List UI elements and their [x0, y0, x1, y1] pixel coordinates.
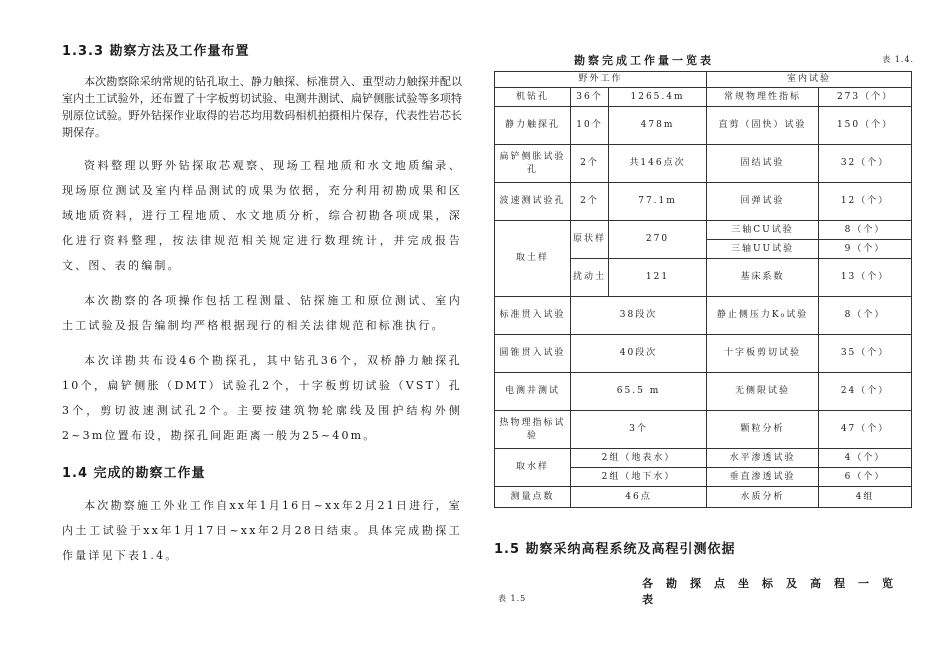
- table-row: [495, 145, 912, 183]
- cell-lab-test: 垂直渗透试验: [707, 468, 819, 487]
- table-row: [495, 183, 912, 221]
- cell-item: 测量点数: [495, 487, 571, 508]
- cell-amount: 1265.4m: [609, 88, 707, 107]
- header-lab-tests: 室内试验: [707, 72, 912, 88]
- section-1-4-title: 1.4 完成的勘察工作量: [62, 466, 206, 481]
- cell-item: 波速测试验孔: [495, 183, 571, 221]
- cell-item: 静力触探孔: [495, 107, 571, 145]
- cell-amount: 38段次: [571, 297, 707, 335]
- paragraph-methods: 本次勘察除采纳常规的钻孔取土、静力触探、标准贯入、重型动力触探并配以室内土工试验外，还布置了十字板剪切试验、电测井测试、扁铲侧胀试验等多项特别原位试验。野外钻探作业取得的岩芯均用数码相机拍摄相片保存，代表性岩芯长期保存。: [62, 75, 462, 139]
- cell-sample-type: 原状样: [571, 221, 609, 259]
- cell-item: 标准贯入试验: [495, 297, 571, 335]
- cell-item: 热物理指标试验: [495, 411, 571, 449]
- cell-item: 取土样: [495, 221, 571, 297]
- table-1-4-number: 表 1.4.: [882, 55, 914, 64]
- cell-lab-count: 32（个）: [819, 145, 912, 183]
- paragraph-boreholes: 本次详勘共布设46个勘探孔，其中钻孔36个，双桥静力触探孔10个，扁铲侧胀（DMT）试验孔2个，十字板剪切试验（VST）孔3个，剪切波速测试孔2个。主要按建筑物轮廓线及围护结构外侧2~3m位置布设，勘探孔间距距离一般为25~40m。: [62, 354, 462, 442]
- table-row: [495, 449, 912, 468]
- cell-item: 机钻孔: [495, 88, 571, 107]
- cell-lab-count: 24（个）: [819, 373, 912, 411]
- cell-lab-test: 无侧限试验: [707, 373, 819, 411]
- cell-lab-count: 13（个）: [819, 259, 912, 297]
- table-row: [495, 411, 912, 449]
- table-row: [495, 335, 912, 373]
- cell-lab-count: 12（个）: [819, 183, 912, 221]
- cell-amount: 121: [609, 259, 707, 297]
- workload-table: [494, 71, 912, 508]
- section-1-3-3-title: 1.3.3 勘察方法及工作量布置: [62, 44, 250, 59]
- cell-amount: 270: [609, 221, 707, 259]
- table-row: [495, 297, 912, 335]
- paragraph-schedule: 本次勘察施工外业工作自xx年1月16日~xx年2月21日进行，室内土工试验于xx年1月17日~xx年2月28日结束。具体完成勘探工作量详见下表1.4。: [62, 499, 462, 562]
- table-row: [495, 373, 912, 411]
- cell-amount: 77.1m: [609, 183, 707, 221]
- cell-lab-test: 水质分析: [707, 487, 819, 508]
- paragraph-data-processing: 资料整理以野外钻探取芯观察、现场工程地质和水文地质编录、现场原位测试及室内样品测试的成果为依据，充分利用初勘成果和区域地质资料，进行工程地质、水文地质分析，综合初勘各项成果，深化进行资料整理，按法律规范相关规定进行数理统计，并完成报告文、图、表的编制。: [62, 159, 462, 272]
- cell-amount: 共146点次: [609, 145, 707, 183]
- cell-lab-count: 273（个）: [819, 88, 912, 107]
- cell-count: 2个: [571, 145, 609, 183]
- cell-lab-count: 47（个）: [819, 411, 912, 449]
- cell-sample-type: 扰动土: [571, 259, 609, 297]
- cell-lab-count: 9（个）: [819, 240, 912, 259]
- paragraph-standards: 本次勘察的各项操作包括工程测量、钻探施工和原位测试、室内土工试验及报告编制均严格根据现行的相关法律规范和标准执行。: [62, 294, 462, 332]
- cell-lab-test: 静止侧压力K₀试验: [707, 297, 819, 335]
- cell-lab-test: 三轴CU试验: [707, 221, 819, 240]
- cell-item: 电测井测试: [495, 373, 571, 411]
- table-row: [495, 487, 912, 508]
- cell-item: 圆锥贯入试验: [495, 335, 571, 373]
- cell-lab-count: 150（个）: [819, 107, 912, 145]
- cell-lab-test: 十字板剪切试验: [707, 335, 819, 373]
- table-row: [495, 107, 912, 145]
- cell-lab-test: 水平渗透试验: [707, 449, 819, 468]
- cell-lab-test: 固结试验: [707, 145, 819, 183]
- cell-lab-test: 回弹试验: [707, 183, 819, 221]
- cell-lab-test: 基床系数: [707, 259, 819, 297]
- table-row: [495, 88, 912, 107]
- cell-lab-count: 8（个）: [819, 221, 912, 240]
- cell-lab-count: 4组: [819, 487, 912, 508]
- table-row: [495, 221, 912, 240]
- cell-amount: 478m: [609, 107, 707, 145]
- cell-amount: 3个: [571, 411, 707, 449]
- cell-count: 10个: [571, 107, 609, 145]
- cell-lab-test: 常规物理性指标: [707, 88, 819, 107]
- cell-amount: 46点: [571, 487, 707, 508]
- section-1-5-title: 1.5 勘察采纳高程系统及高程引测依据: [494, 542, 736, 557]
- cell-lab-test: 三轴UU试验: [707, 240, 819, 259]
- cell-lab-count: 8（个）: [819, 297, 912, 335]
- cell-lab-count: 6（个）: [819, 468, 912, 487]
- cell-count: 36个: [571, 88, 609, 107]
- cell-amount: 65.5 m: [571, 373, 707, 411]
- left-column: [62, 40, 462, 568]
- cell-count: 2个: [571, 183, 609, 221]
- header-field-work: 野外工作: [495, 72, 707, 88]
- cell-item: 取水样: [495, 449, 571, 487]
- cell-amount: 40段次: [571, 335, 707, 373]
- cell-lab-test: 颗粒分析: [707, 411, 819, 449]
- cell-lab-test: 直剪（固快）试验: [707, 107, 819, 145]
- table-header-row: [495, 72, 912, 88]
- table-1-5-number: 表 1.5: [498, 594, 527, 603]
- cell-lab-count: 35（个）: [819, 335, 912, 373]
- table-1-4-title: 勘察完成工作量一览表: [574, 54, 714, 67]
- cell-lab-count: 4（个）: [819, 449, 912, 468]
- cell-amount: 2组（地下水）: [571, 468, 707, 487]
- table-1-5-title: 各勘探点坐标及高程一览表: [642, 577, 906, 606]
- cell-amount: 2组（地表水）: [571, 449, 707, 468]
- cell-item: 扁铲侧胀试验孔: [495, 145, 571, 183]
